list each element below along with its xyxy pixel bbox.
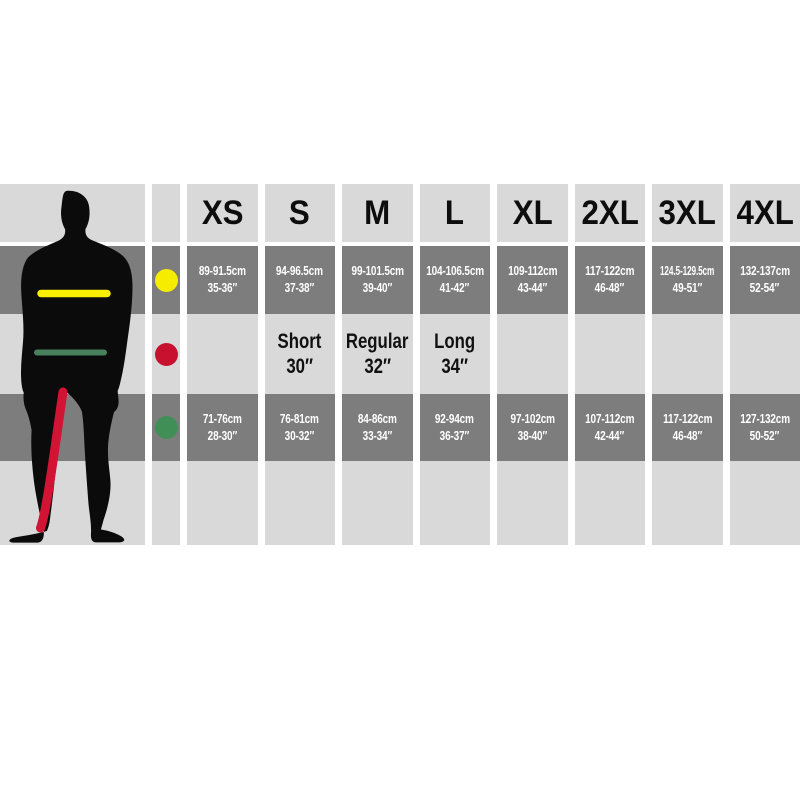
size-header-l <box>420 184 491 242</box>
measurement-row-yellow-measurement <box>0 246 800 314</box>
blank-cell-4xl <box>730 461 800 545</box>
size-header-m <box>342 184 413 242</box>
measurement-text: 107-112cm <box>585 411 635 426</box>
size-header-label: L <box>445 193 465 232</box>
red-measurement-cell-l <box>420 314 491 394</box>
blank-cell-l <box>420 461 491 545</box>
red-measurement-cell-2xl <box>575 314 646 394</box>
blank-legend-cell <box>152 461 180 545</box>
blank-cell-2xl <box>575 461 646 545</box>
measurement-text: 30-32″ <box>285 428 315 443</box>
measurement-text: 52-54″ <box>750 281 780 295</box>
measurement-row-green-measurement <box>0 394 800 461</box>
measurement-text: 32″ <box>363 355 391 378</box>
measurement-text: 34″ <box>441 355 469 378</box>
measurement-text: 46-48″ <box>595 281 625 295</box>
measurement-text: Long <box>434 330 476 353</box>
green-measurement-dot-icon <box>155 416 178 439</box>
measurement-text: 117-122cm <box>585 264 635 278</box>
size-header-label: XL <box>512 193 553 232</box>
green-measurement-cell-4xl <box>730 394 800 461</box>
green-measurement-legend-cell <box>152 394 180 461</box>
measurement-text: 37-38″ <box>285 281 315 295</box>
red-measurement-cell-4xl <box>730 314 800 394</box>
measurement-text: 99-101.5cm <box>351 264 404 278</box>
yellow-measurement-cell-xl <box>497 246 568 314</box>
measurement-row-blank <box>0 461 800 545</box>
measurement-text: 71-76cm <box>202 411 242 426</box>
measurement-text: 41-42″ <box>440 281 470 295</box>
measurement-text: 46-48″ <box>672 428 702 443</box>
blank-figure-cell <box>0 461 145 545</box>
green-measurement-cell-l <box>420 394 491 461</box>
size-header-row <box>0 184 800 242</box>
size-header-label: M <box>364 193 391 232</box>
yellow-measurement-cell-2xl <box>575 246 646 314</box>
size-header-xl <box>497 184 568 242</box>
size-header-s <box>265 184 336 242</box>
green-measurement-cell-3xl <box>652 394 723 461</box>
yellow-measurement-cell-s <box>265 246 336 314</box>
blank-cell-xs <box>187 461 258 545</box>
blank-cell-3xl <box>652 461 723 545</box>
measurement-text: 104-106.5cm <box>425 264 484 278</box>
red-measurement-cell-s <box>265 314 336 394</box>
green-measurement-cell-xl <box>497 394 568 461</box>
yellow-measurement-cell-m <box>342 246 413 314</box>
yellow-measurement-cell-xs <box>187 246 258 314</box>
green-measurement-cell-m <box>342 394 413 461</box>
yellow-measurement-cell-l <box>420 246 491 314</box>
blank-cell-s <box>265 461 336 545</box>
size-header-xs <box>187 184 258 242</box>
size-header-label: 2XL <box>581 193 639 232</box>
measurement-text: 49-51″ <box>672 281 702 295</box>
measurement-row-red-measurement <box>0 314 800 394</box>
red-measurement-cell-xs <box>187 314 258 394</box>
measurement-text: 76-81cm <box>280 411 320 426</box>
measurement-text: 117-122cm <box>662 411 712 426</box>
blank-cell-xl <box>497 461 568 545</box>
blank-cell-m <box>342 461 413 545</box>
measurement-text: 127-132cm <box>739 411 790 426</box>
yellow-measurement-figure-cell <box>0 246 145 314</box>
size-header-2xl <box>575 184 646 242</box>
yellow-measurement-legend-cell <box>152 246 180 314</box>
size-header-label: S <box>289 193 311 232</box>
size-header-4xl <box>730 184 800 242</box>
measurement-text: 84-86cm <box>357 411 397 426</box>
measurement-text: 94-96.5cm <box>276 264 324 278</box>
measurement-text: 97-102cm <box>510 411 555 426</box>
measurement-text: Regular <box>345 330 409 353</box>
green-measurement-cell-s <box>265 394 336 461</box>
measurement-text: 124.5-129.5cm <box>660 264 715 278</box>
size-header-label: 4XL <box>736 193 794 232</box>
size-header-label: 3XL <box>658 193 716 232</box>
size-header-3xl <box>652 184 723 242</box>
yellow-measurement-cell-4xl <box>730 246 800 314</box>
figure-column-header-cell <box>0 184 145 242</box>
red-measurement-cell-m <box>342 314 413 394</box>
measurement-text: 38-40″ <box>517 428 547 443</box>
measurement-text: 132-137cm <box>739 264 790 278</box>
measurement-text: 33-34″ <box>362 428 392 443</box>
size-header-label: XS <box>201 193 244 232</box>
yellow-measurement-dot-icon <box>155 269 178 292</box>
red-measurement-dot-icon <box>155 343 178 366</box>
red-measurement-cell-3xl <box>652 314 723 394</box>
red-measurement-cell-xl <box>497 314 568 394</box>
measurement-text: Short <box>277 330 322 353</box>
yellow-measurement-cell-3xl <box>652 246 723 314</box>
measurement-text: 43-44″ <box>517 281 547 295</box>
red-measurement-figure-cell <box>0 314 145 394</box>
measurement-text: 89-91.5cm <box>198 264 246 278</box>
green-measurement-cell-xs <box>187 394 258 461</box>
measurement-text: 36-37″ <box>440 428 470 443</box>
legend-column-header-cell <box>152 184 180 242</box>
measurement-text: 35-36″ <box>207 281 237 295</box>
red-measurement-legend-cell <box>152 314 180 394</box>
green-measurement-cell-2xl <box>575 394 646 461</box>
measurement-text: 92-94cm <box>435 411 475 426</box>
measurement-text: 28-30″ <box>207 428 237 443</box>
measurement-text: 42-44″ <box>595 428 625 443</box>
measurement-text: 50-52″ <box>750 428 780 443</box>
measurement-text: 109-112cm <box>507 264 557 278</box>
size-chart-table <box>0 184 800 545</box>
green-measurement-figure-cell <box>0 394 145 461</box>
measurement-text: 39-40″ <box>362 281 392 295</box>
measurement-text: 30″ <box>286 355 314 378</box>
